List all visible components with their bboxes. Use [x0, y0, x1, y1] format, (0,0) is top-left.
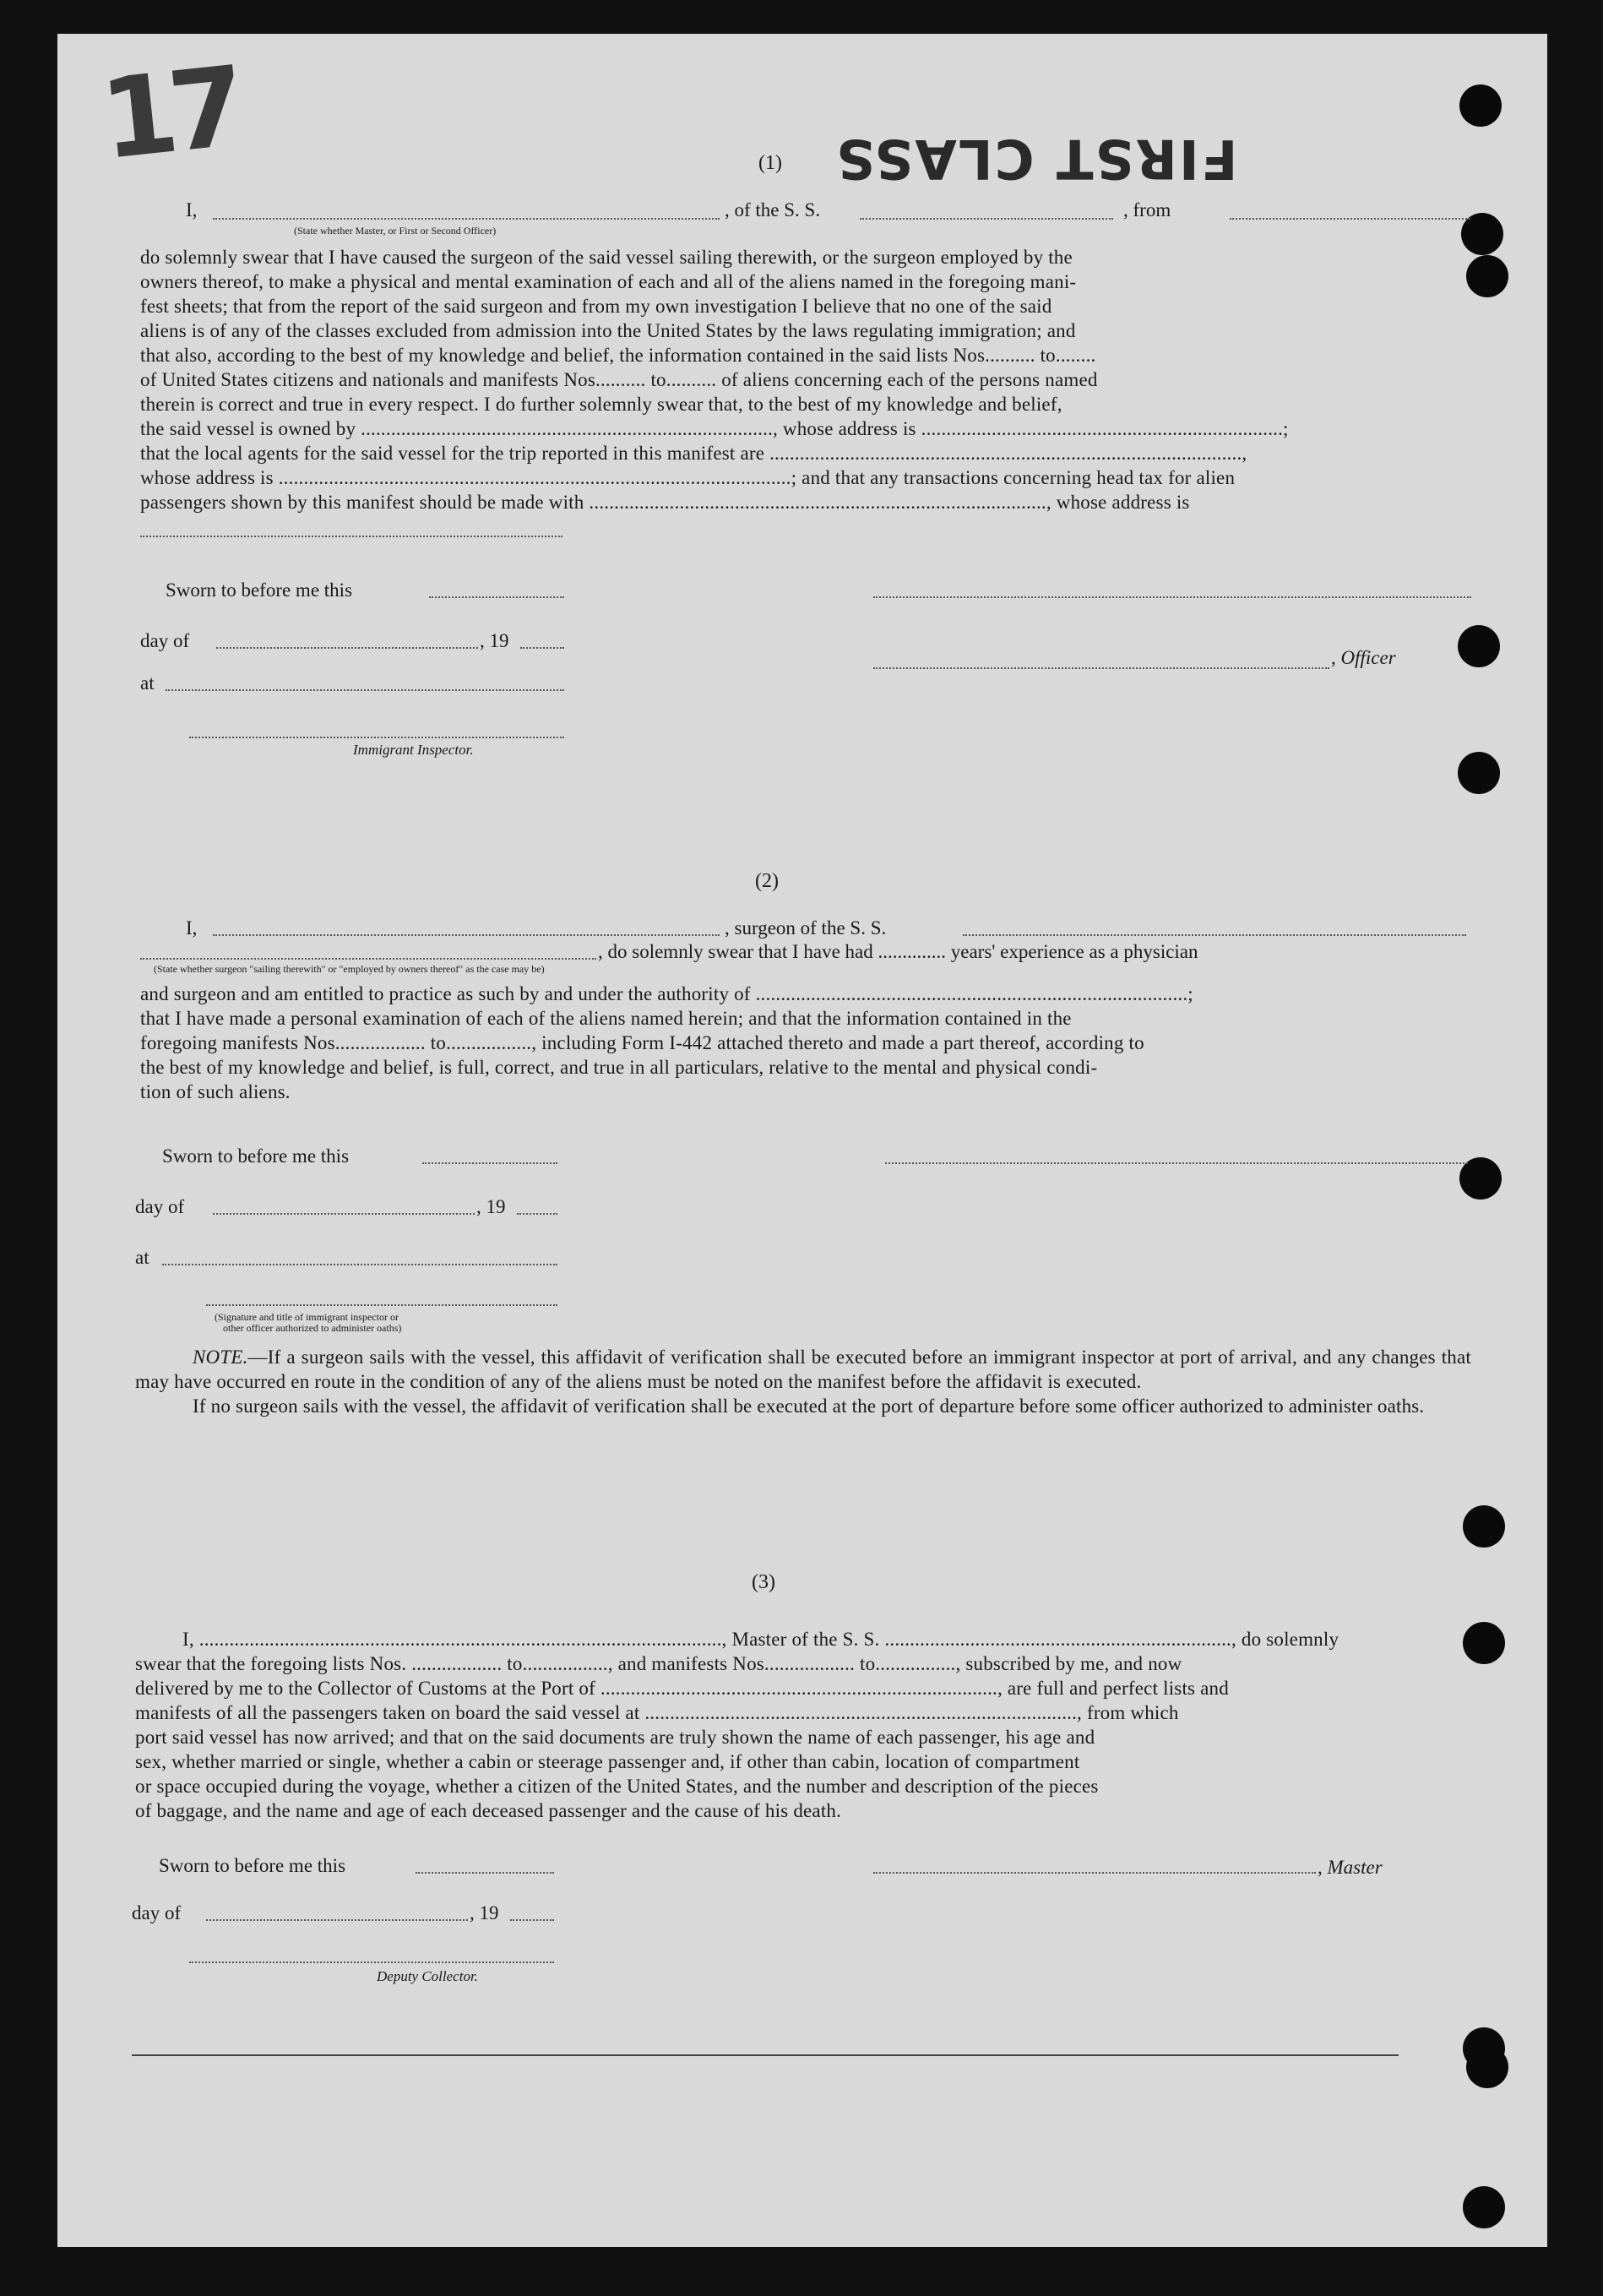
s1-inspector-label: Immigrant Inspector.: [353, 742, 474, 758]
s3-sworn-label: Sworn to before me this: [159, 1855, 346, 1876]
s3-line: I, ........................................................................................................, Master of the S. S. ....................................................................., do solemnly: [182, 1629, 1339, 1650]
s2-day-label: day of: [135, 1196, 185, 1217]
s2-oath-text: [140, 982, 1471, 1104]
s1-officer-field[interactable]: [213, 218, 720, 220]
s1-caption: (State whether Master, or First or Second Officer): [294, 225, 497, 237]
s3-master-signature-field[interactable]: [873, 1872, 1316, 1874]
binder-hole: [1466, 255, 1508, 297]
s3-year-field[interactable]: [510, 1919, 554, 1921]
s1-officer-signature-field[interactable]: [873, 596, 1471, 598]
s2-surgeon-signature-field[interactable]: [885, 1162, 1468, 1164]
binder-hole: [1466, 2046, 1508, 2088]
s1-year-label: , 19: [480, 630, 509, 651]
s1-from-field[interactable]: [1230, 218, 1470, 220]
s3-day-field[interactable]: [206, 1919, 468, 1921]
s2-year-field[interactable]: [517, 1213, 557, 1215]
s1-sworn-field[interactable]: [429, 596, 564, 598]
s2-sig-caption-2: other officer authorized to administer oaths): [223, 1322, 402, 1334]
s1-year-field[interactable]: [520, 647, 564, 649]
section-1-number: (1): [758, 152, 782, 174]
binder-hole: [1463, 2186, 1505, 2228]
binder-hole: [1458, 625, 1500, 667]
note-body-2: If no surgeon sails with the vessel, the affidavit of verification shall be executed at the port of departure before some officer authorized to administer oaths.: [193, 1396, 1425, 1417]
s2-sig-caption-1: (Signature and title of immigrant inspector or: [215, 1311, 399, 1323]
s2-line: tion of such aliens.: [140, 1081, 291, 1102]
s1-line: owners thereof, to make a physical and mental examination of each and all of the aliens named in the foregoing mani-: [140, 271, 1077, 292]
s1-of-ss-label: , of the S. S.: [725, 199, 821, 220]
first-class-stamp: FIRST CLASS: [834, 127, 1238, 189]
note-body: —If a surgeon sails with the vessel, this affidavit of verification shall be executed before an immigrant inspector at port of arrival, and any changes that may have occurred en route in the condition of any of the aliens must be noted on the manifest before the affidavit is executed.: [135, 1347, 1471, 1392]
s1-day-label: day of: [140, 630, 190, 651]
s3-line: delivered by me to the Collector of Customs at the Port of ..............................................................................., are full and perfect lists and: [135, 1678, 1229, 1699]
s1-line: that the local agents for the said vessel for the trip reported in this manifest are ..............................................................................................,: [140, 443, 1247, 464]
s1-line: passengers shown by this manifest should be made with ..........................................................................................., whose address is: [140, 492, 1190, 513]
s1-line: do solemnly swear that I have caused the surgeon of the said vessel sailing therewith, or the surgeon employed by the: [140, 247, 1073, 268]
section-3-number: (3): [752, 1571, 775, 1593]
s2-inspector-signature-field[interactable]: [206, 1304, 557, 1306]
s2-note: [135, 1345, 1471, 1418]
s1-line: whose address is ......................................................................................................; and that any transactions concerning head tax for alien: [140, 467, 1236, 488]
s2-at-field[interactable]: [162, 1264, 557, 1265]
s2-sworn-field[interactable]: [422, 1162, 557, 1164]
s3-line: of baggage, and the name and age of each deceased passenger and the cause of his death.: [135, 1800, 842, 1821]
s1-line: therein is correct and true in every respect. I do further solemnly swear that, to the best of my knowledge and belief,: [140, 394, 1062, 415]
section-2-number: (2): [755, 870, 779, 892]
s2-day-field[interactable]: [213, 1213, 475, 1215]
s1-oath-text: [140, 245, 1471, 514]
binder-hole: [1463, 1505, 1505, 1548]
s1-line: that also, according to the best of my knowledge and belief, the information contained in the said lists Nos.......... to........: [140, 345, 1096, 366]
s3-line: port said vessel has now arrived; and that on the said documents are truly shown the name of each passenger, his age and: [135, 1727, 1095, 1748]
s2-surgeon-label: , surgeon of the S. S.: [725, 917, 887, 939]
s3-line: sex, whether married or single, whether a cabin or steerage passenger and, if other than cabin, location of compartment: [135, 1751, 1080, 1772]
s3-master-label: , Master: [1318, 1857, 1383, 1878]
binder-hole: [1458, 752, 1500, 794]
s1-sworn-label: Sworn to before me this: [166, 579, 353, 601]
s2-line: that I have made a personal examination of each of the aliens named herein; and that the information contained in the: [140, 1008, 1072, 1029]
s2-surgeon-name-field[interactable]: [213, 934, 720, 936]
s3-oath-text: [135, 1627, 1471, 1823]
s3-collector-label: Deputy Collector.: [377, 1968, 478, 1984]
s1-line: aliens is of any of the classes excluded from admission into the United States by the laws regulating immigration; and: [140, 320, 1076, 341]
s1-vessel-field[interactable]: [860, 218, 1113, 220]
s1-line: fest sheets; that from the report of the said surgeon and from my own investigation I believe that no one of the said: [140, 296, 1052, 317]
s1-i-label: I,: [186, 199, 198, 220]
s1-line: the said vessel is owned by .................................................................................., whose address is ........................................................................;: [140, 418, 1289, 439]
note-label: NOTE.: [193, 1347, 248, 1368]
s3-year-label: , 19: [470, 1902, 499, 1923]
binder-hole: [1459, 84, 1502, 127]
s2-i-label: I,: [186, 917, 198, 939]
s1-day-field[interactable]: [216, 647, 478, 649]
bottom-rule: [132, 2054, 1399, 2056]
s1-line: of United States citizens and nationals and manifests Nos.......... to.......... of aliens concerning each of the persons named: [140, 369, 1098, 390]
s1-inspector-signature-field[interactable]: [189, 737, 564, 738]
s3-line: swear that the foregoing lists Nos. .................. to................., and manifests Nos.................. to................, subscribed by me, and now: [135, 1653, 1182, 1674]
s1-at-label: at: [140, 672, 155, 694]
s3-line: or space occupied during the voyage, whether a citizen of the United States, and the number and description of the pieces: [135, 1776, 1099, 1797]
s3-sworn-field[interactable]: [416, 1872, 554, 1874]
s2-year-label: , 19: [476, 1196, 506, 1217]
s3-day-label: day of: [132, 1902, 182, 1923]
s2-caption: (State whether surgeon "sailing therewith" or "employed by owners thereof" as the case may be): [154, 963, 545, 975]
s2-line2: , do solemnly swear that I have had .............. years' experience as a physician: [598, 941, 1198, 962]
s3-line: manifests of all the passengers taken on board the said vessel at ......................................................................................, from which: [135, 1702, 1179, 1723]
s2-line: foregoing manifests Nos.................. to................., including Form I-442 attached thereto and made a part thereof, according to: [140, 1032, 1144, 1053]
s3-collector-signature-field[interactable]: [189, 1961, 554, 1963]
s2-line: the best of my knowledge and belief, is full, correct, and true in all particulars, relative to the mental and physical condi-: [140, 1057, 1098, 1078]
handwritten-page-number: 17: [95, 42, 244, 184]
s1-address-field[interactable]: [140, 536, 562, 537]
s2-line: and surgeon and am entitled to practice as such by and under the authority of ......................................................................................;: [140, 983, 1193, 1004]
s1-officer-name-field[interactable]: [873, 667, 1329, 669]
s2-status-field[interactable]: [140, 958, 596, 960]
s1-at-field[interactable]: [166, 689, 564, 691]
s1-officer-label: , Officer: [1331, 647, 1396, 668]
s2-vessel-field[interactable]: [963, 934, 1466, 936]
s2-at-label: at: [135, 1247, 149, 1268]
document-page: [57, 34, 1547, 2247]
s1-from-label: , from: [1123, 199, 1171, 220]
s2-sworn-label: Sworn to before me this: [162, 1145, 350, 1167]
